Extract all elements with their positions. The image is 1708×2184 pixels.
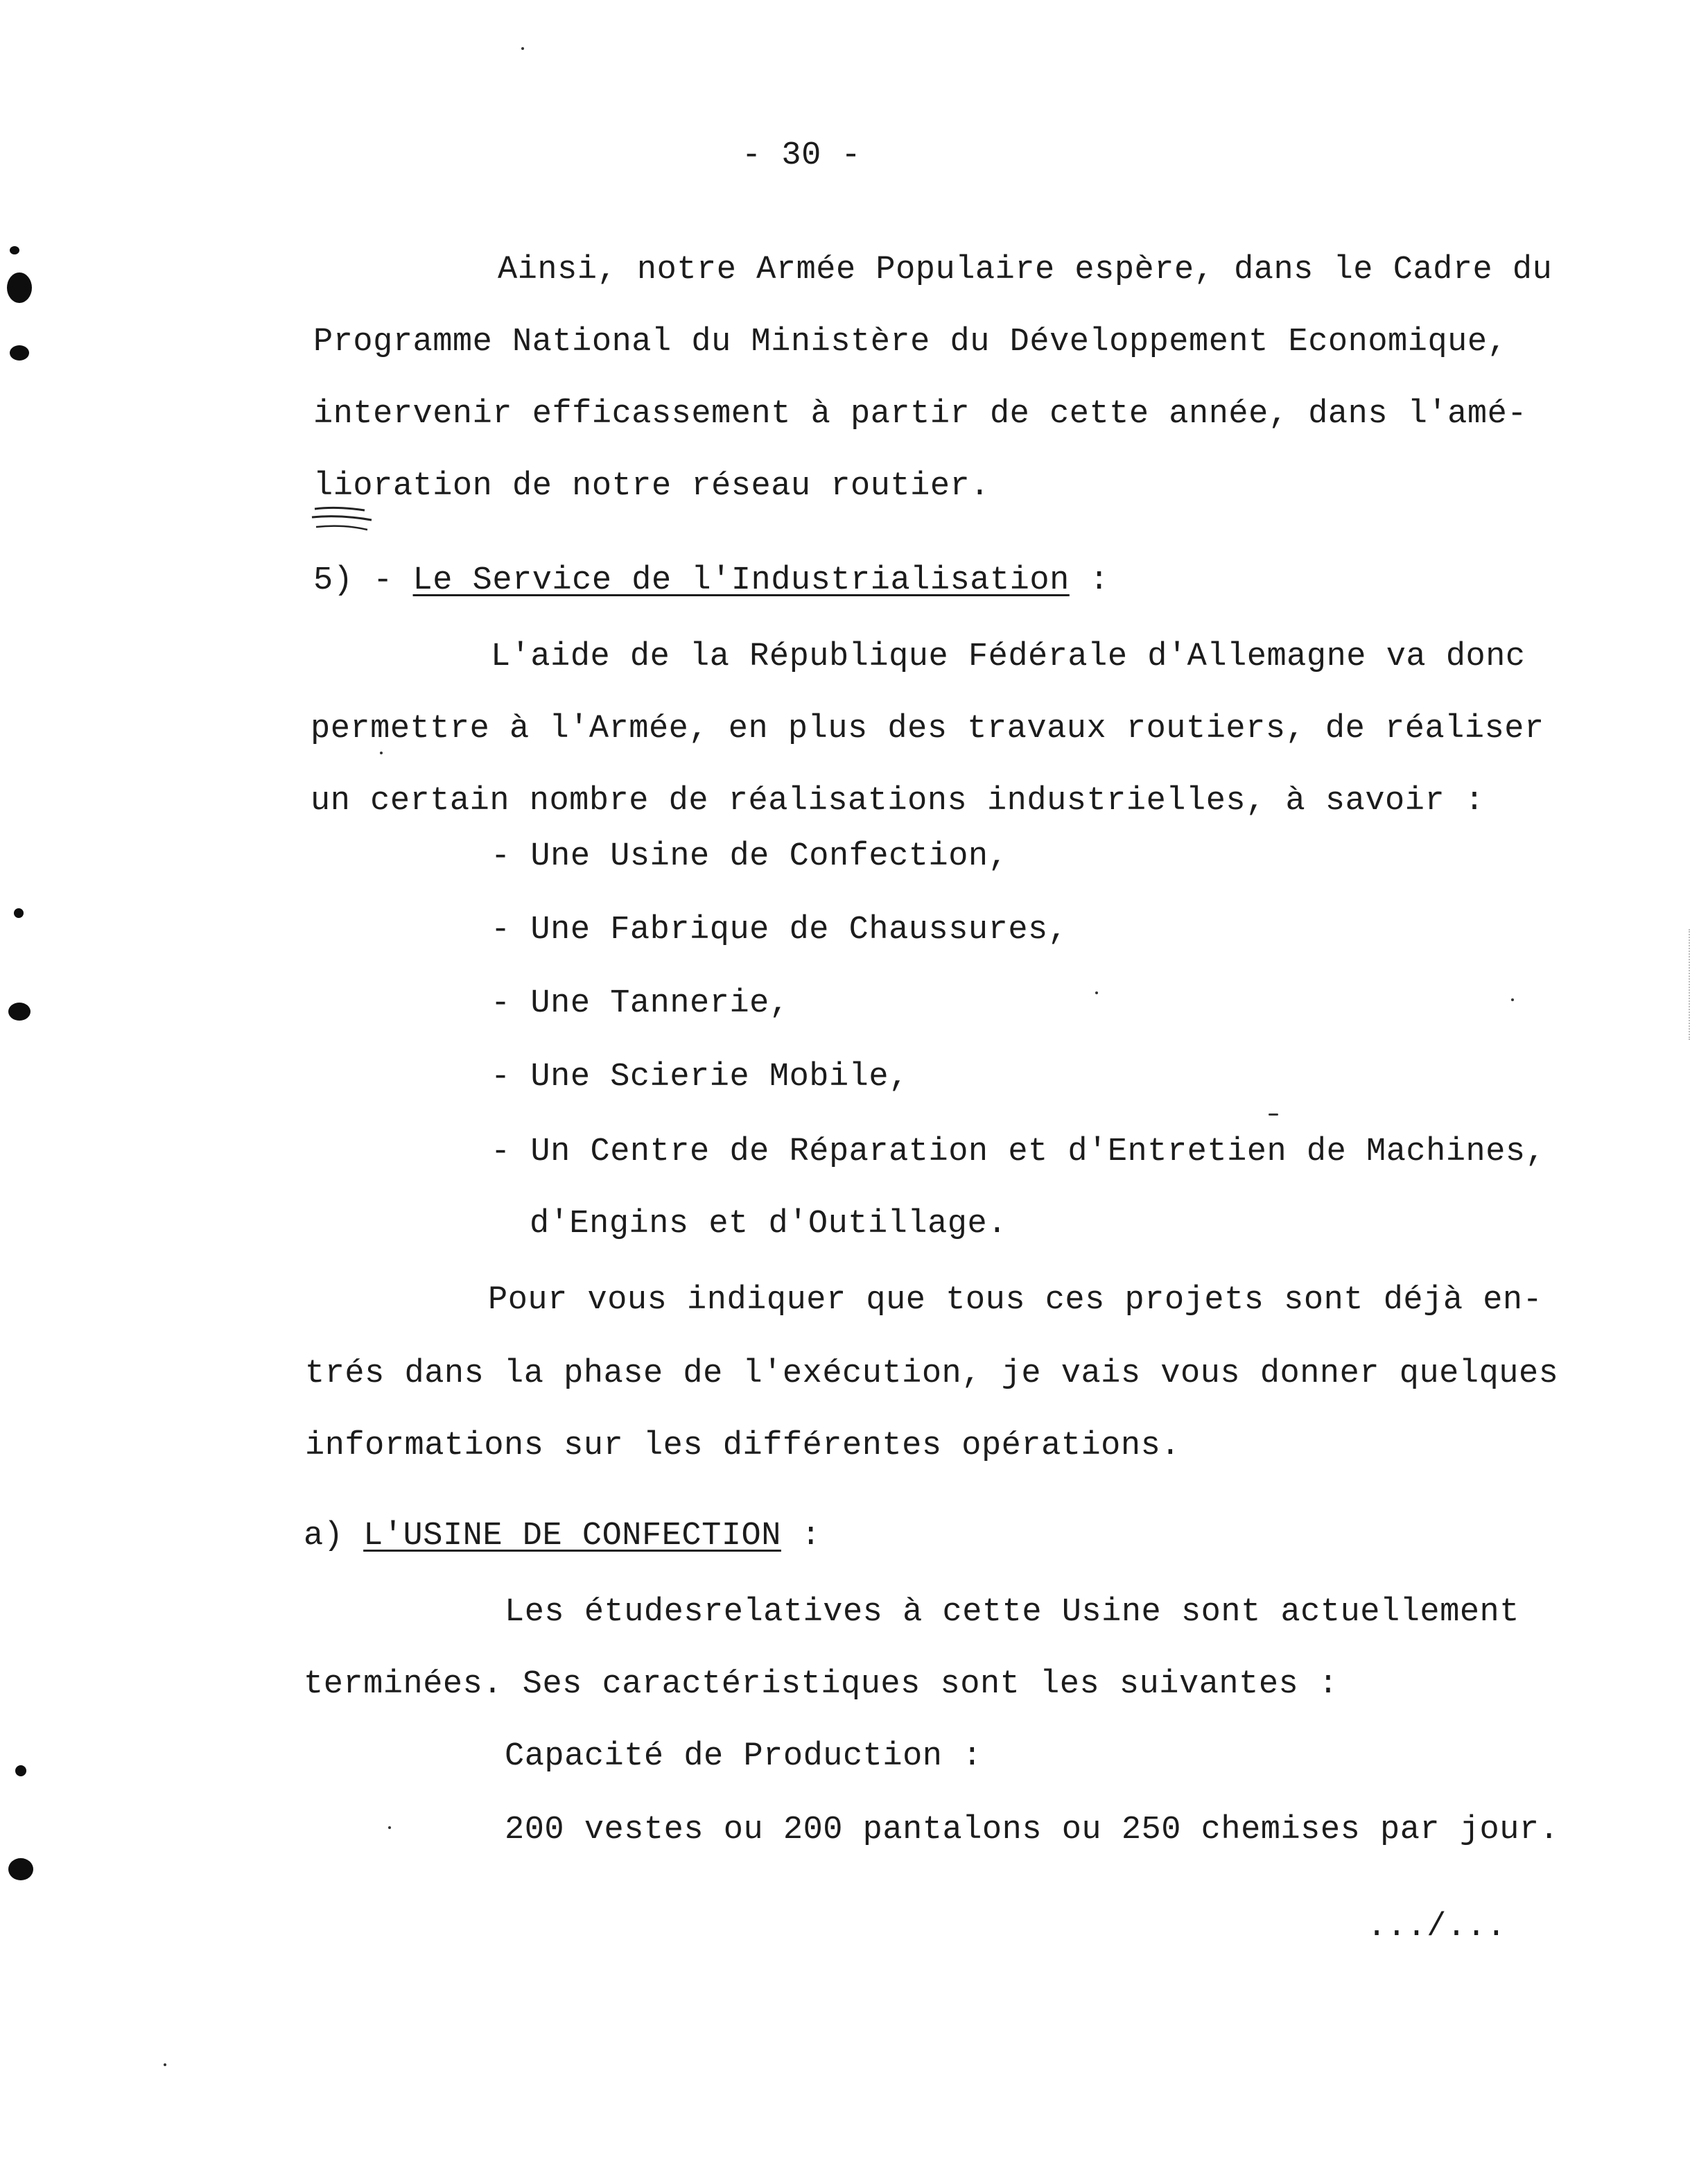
section-5-number: 5) - bbox=[313, 562, 393, 599]
punch-hole bbox=[10, 246, 19, 254]
project-item-2: - Une Fabrique de Chaussures, bbox=[491, 912, 1068, 948]
punch-hole bbox=[14, 908, 24, 918]
execution-line-3: informations sur les différentes opérations. bbox=[305, 1428, 1181, 1464]
project-item-1: - Une Usine de Confection, bbox=[491, 838, 1009, 875]
intro-line-2: Programme National du Ministère du Développement Economique, bbox=[313, 324, 1508, 361]
aide-line-1: L'aide de la République Fédérale d'Allemagne va donc bbox=[491, 639, 1526, 675]
aide-line-3: un certain nombre de réalisations industrielles, à savoir : bbox=[311, 783, 1485, 820]
section-a-letter: a) bbox=[304, 1518, 344, 1554]
project-item-3: - Une Tannerie, bbox=[491, 985, 790, 1022]
intro-line-3: intervenir efficassement à partir de cette année, dans l'amé- bbox=[313, 396, 1527, 433]
ink-speck bbox=[1269, 1113, 1278, 1116]
aide-line-2: permettre à l'Armée, en plus des travaux routiers, de réaliser bbox=[311, 711, 1544, 747]
execution-line-2: trés dans la phase de l'exécution, je vais vous donner quelques bbox=[305, 1355, 1559, 1392]
punch-hole bbox=[8, 1003, 31, 1021]
usine-line-2: terminées. Ses caractéristiques sont les suivantes : bbox=[304, 1666, 1339, 1703]
punch-hole bbox=[7, 272, 32, 303]
section-a-colon: : bbox=[801, 1518, 821, 1554]
punch-hole bbox=[15, 1765, 26, 1776]
capacity-value: 200 vestes ou 200 pantalons ou 250 chemises par jour. bbox=[505, 1812, 1560, 1848]
page-number: - 30 - bbox=[742, 137, 862, 174]
edge-dots bbox=[1689, 929, 1691, 1040]
ink-speck bbox=[380, 752, 383, 754]
handwritten-underline bbox=[309, 499, 378, 534]
project-item-5-cont: d'Engins et d'Outillage. bbox=[530, 1206, 1007, 1242]
ink-speck bbox=[1511, 998, 1514, 1001]
section-5-colon: : bbox=[1089, 562, 1110, 599]
ink-speck bbox=[164, 2063, 166, 2066]
section-5-heading bbox=[313, 560, 1109, 602]
project-item-5: - Un Centre de Réparation et d'Entretien de Machines, bbox=[491, 1134, 1546, 1170]
ink-speck bbox=[1095, 991, 1098, 994]
ink-speck bbox=[388, 1826, 391, 1829]
intro-line-1: Ainsi, notre Armée Populaire espère, dans le Cadre du bbox=[498, 252, 1553, 288]
section-5-title: Le Service de l'Industrialisation bbox=[412, 562, 1070, 599]
continuation-mark: .../... bbox=[1367, 1909, 1506, 1945]
project-item-4: - Une Scierie Mobile, bbox=[491, 1059, 909, 1095]
usine-line-1: Les étudesrelatives à cette Usine sont actuellement bbox=[505, 1594, 1519, 1631]
section-a-title: L'USINE DE CONFECTION bbox=[363, 1518, 781, 1554]
section-a-heading bbox=[304, 1516, 821, 1557]
capacity-label: Capacité de Production : bbox=[505, 1738, 982, 1775]
punch-hole bbox=[10, 345, 29, 361]
ink-speck bbox=[521, 47, 524, 50]
punch-hole bbox=[8, 1858, 33, 1880]
intro-line-4: lioration de notre réseau routier. bbox=[313, 468, 990, 505]
execution-line-1: Pour vous indiquer que tous ces projets sont déjà en- bbox=[488, 1282, 1543, 1319]
